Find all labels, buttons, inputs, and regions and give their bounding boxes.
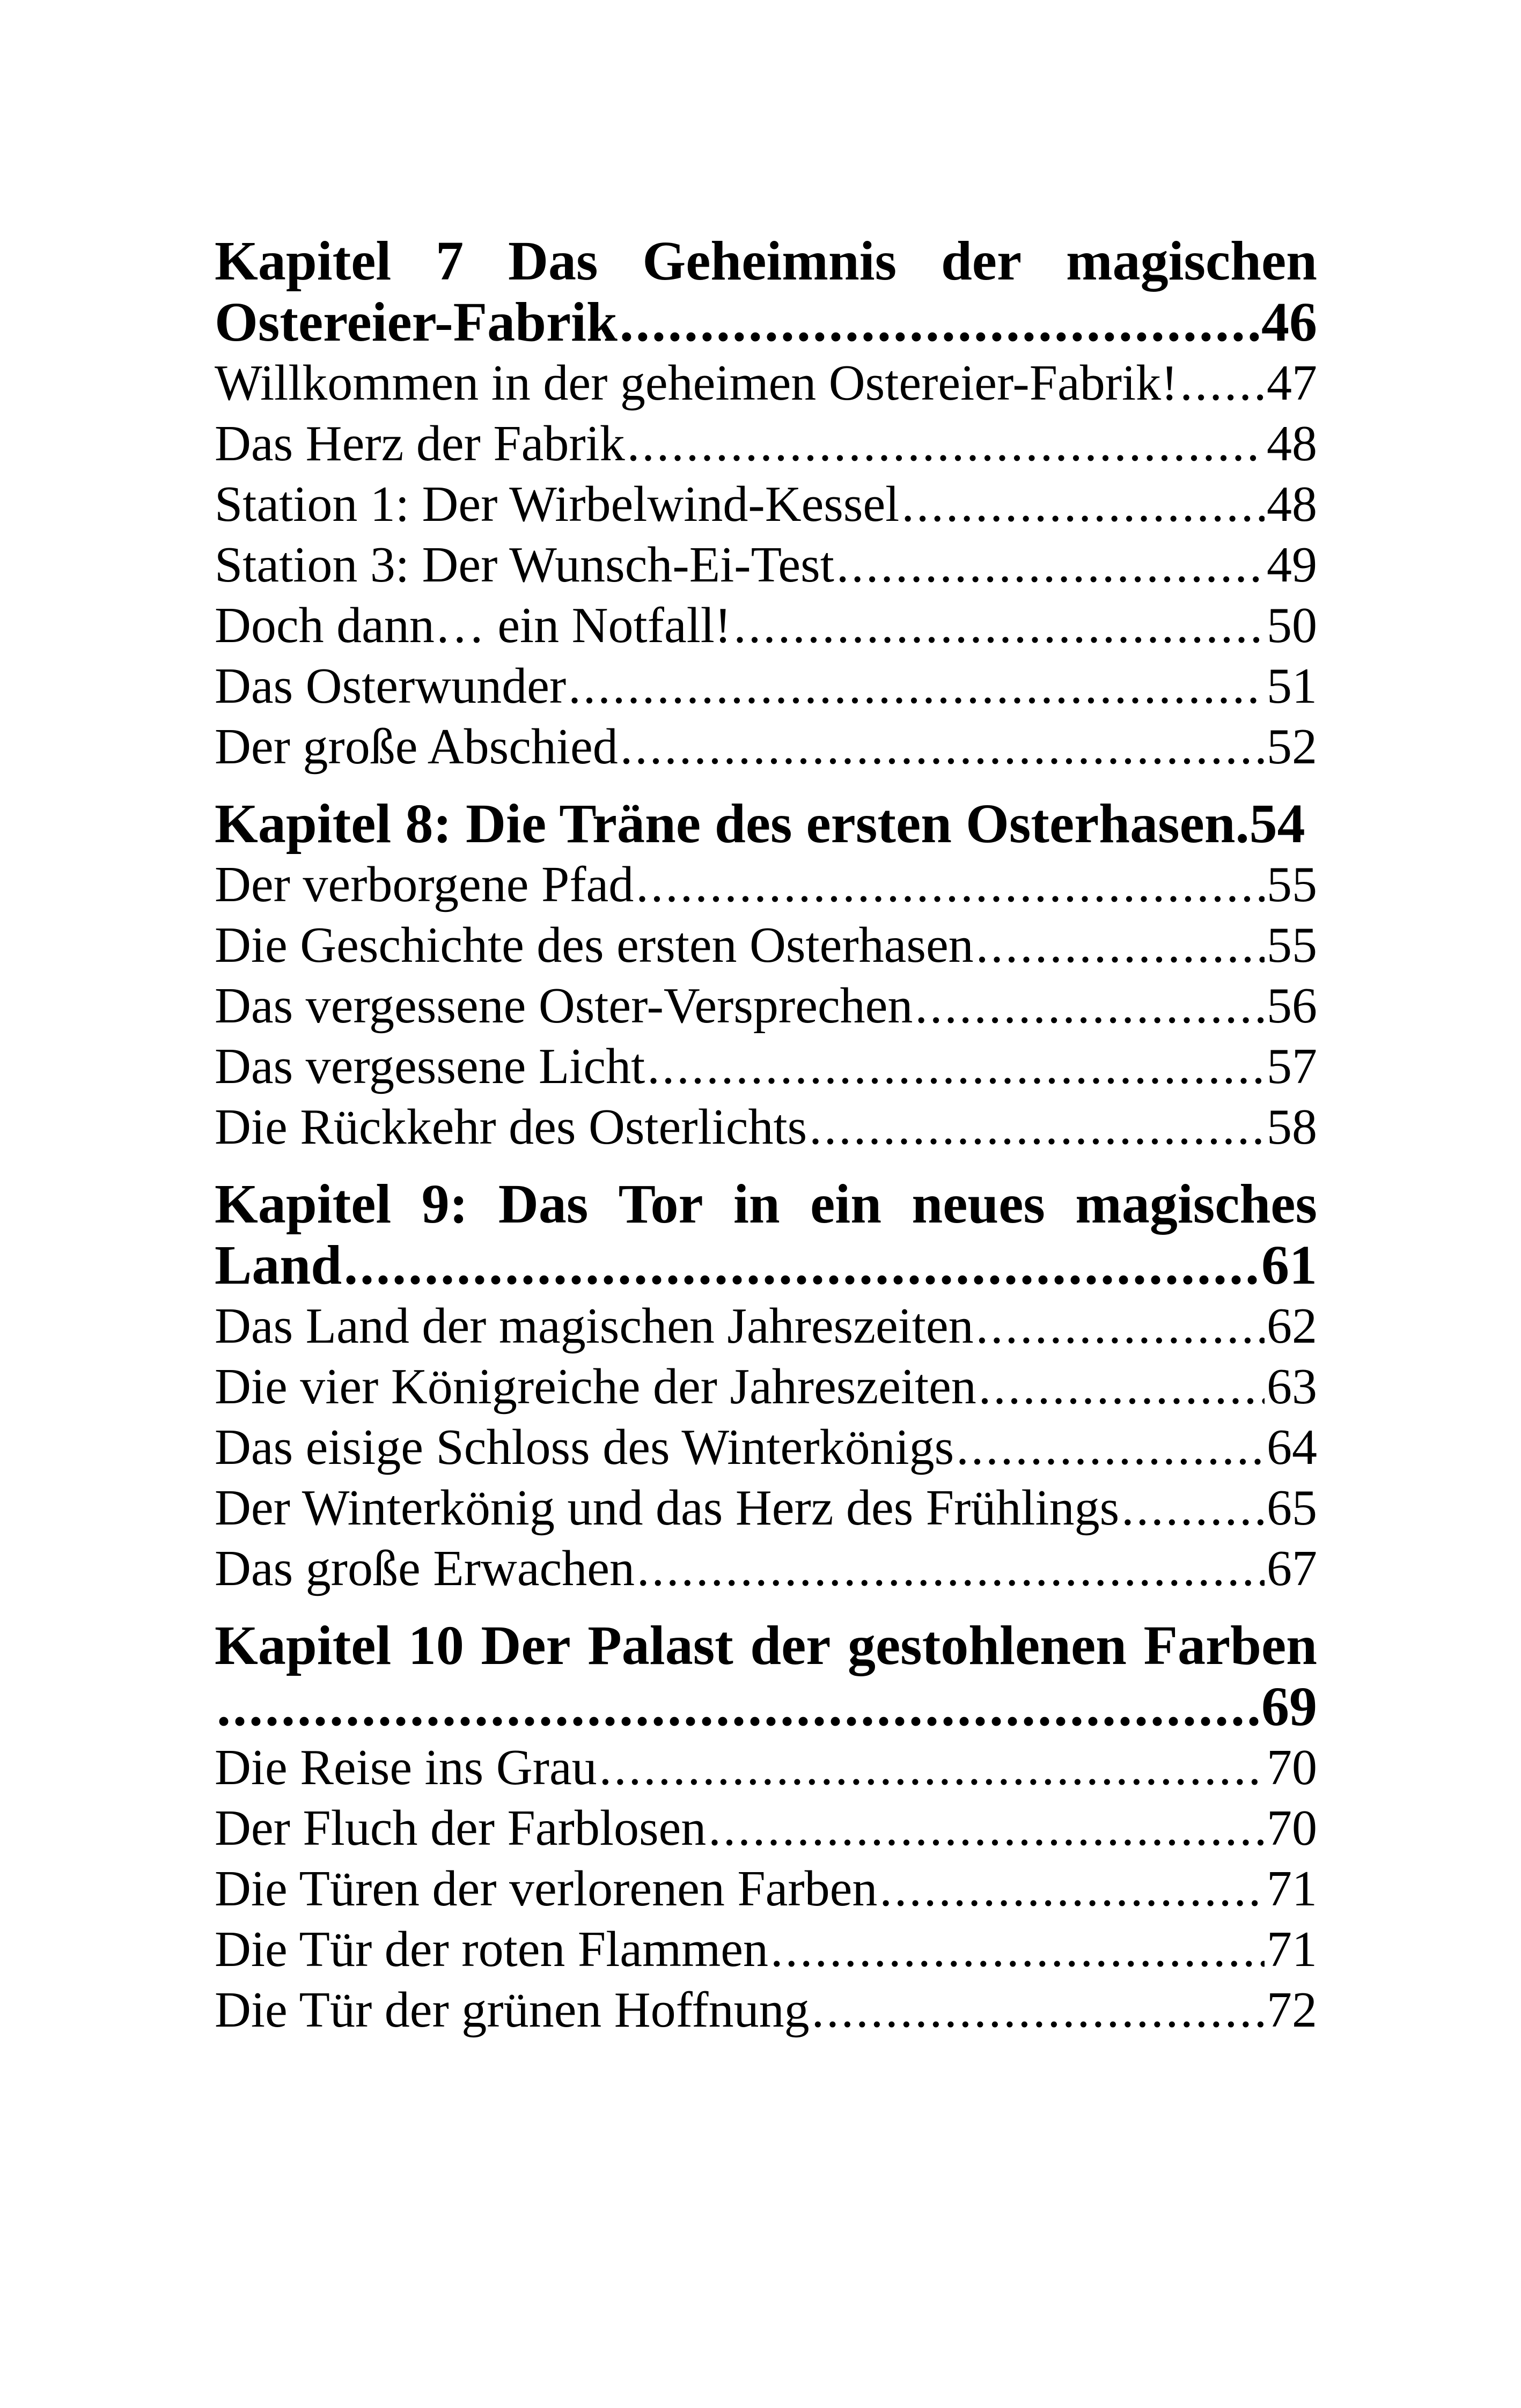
chapter-title-row	[215, 292, 1317, 353]
dot-leader	[620, 717, 1265, 777]
dot-leader	[809, 1097, 1265, 1158]
dot-leader	[637, 1538, 1265, 1599]
chapter-title-word: Das	[508, 230, 598, 292]
entry-page-number: 72	[1267, 1982, 1317, 2038]
entry-title: Die Rückkehr des Osterlichts	[215, 1099, 807, 1155]
dot-leader	[836, 535, 1265, 595]
toc-entry[interactable]	[215, 915, 1317, 976]
entry-title: Das vergessene Licht	[215, 1039, 645, 1094]
entry-page-number: 56	[1267, 978, 1317, 1034]
toc-entry[interactable]	[215, 414, 1317, 474]
dot-leader	[733, 595, 1265, 656]
entry-title: Das Herz der Fabrik	[215, 416, 625, 472]
chapter-7-heading[interactable]	[215, 231, 1317, 353]
dot-leader	[956, 1417, 1265, 1478]
entry-title: Der Winterkönig und das Herz des Frühlings	[215, 1480, 1120, 1536]
entry-title: Das vergessene Oster-Versprechen	[215, 978, 913, 1034]
toc-entry[interactable]	[215, 1036, 1317, 1097]
dot-leader	[979, 1357, 1265, 1417]
dot-leader	[879, 1859, 1265, 1919]
chapter-title-word: in	[733, 1173, 780, 1235]
toc-entry[interactable]	[215, 855, 1317, 915]
chapter-title-word: der	[750, 1615, 831, 1676]
chapter-title-word: gestohlenen	[847, 1615, 1127, 1676]
dot-leader	[901, 474, 1265, 535]
entry-title: Das eisige Schloss des Winterkönigs	[215, 1419, 954, 1475]
entry-page-number: 47	[1267, 355, 1317, 411]
chapter-title-word: Kapitel	[215, 1173, 392, 1235]
toc-entry[interactable]	[215, 1478, 1317, 1538]
chapter-title-word: magischen	[1066, 230, 1317, 292]
entry-page-number: 49	[1267, 537, 1317, 593]
chapter-title-word: neues	[912, 1173, 1045, 1235]
chapter-title-word: 10	[408, 1615, 464, 1676]
chapter-page-number: 46	[1261, 292, 1317, 353]
dot-leader	[1180, 353, 1265, 414]
chapter-title-line	[215, 1174, 1317, 1235]
chapter-title-word: Das	[498, 1173, 589, 1235]
toc-entry[interactable]	[215, 1919, 1317, 1980]
entry-title: Die Tür der grünen Hoffnung	[215, 1982, 810, 2038]
entry-page-number: 64	[1267, 1419, 1317, 1475]
entry-page-number: 48	[1267, 416, 1317, 472]
entry-page-number: 71	[1267, 1861, 1317, 1917]
dot-leader	[636, 855, 1265, 915]
toc-entry[interactable]	[215, 976, 1317, 1036]
entry-page-number: 48	[1267, 476, 1317, 532]
entry-page-number: 55	[1267, 857, 1317, 912]
toc-entry[interactable]	[215, 656, 1317, 717]
entry-title: Die Türen der verlorenen Farben	[215, 1861, 878, 1917]
toc-entry[interactable]	[215, 1980, 1317, 2041]
entry-page-number: 71	[1267, 1921, 1317, 1977]
entry-page-number: 65	[1267, 1480, 1317, 1536]
entry-title: Die Tür der roten Flammen	[215, 1921, 768, 1977]
chapter-title-end: Ostereier-Fabrik	[215, 292, 618, 353]
toc-entry[interactable]	[215, 474, 1317, 535]
chapter-title-word: magisches	[1075, 1173, 1317, 1235]
chapter-title-row	[215, 1676, 1317, 1737]
dot-leader	[647, 1036, 1265, 1097]
toc-entry[interactable]	[215, 1538, 1317, 1599]
chapter-title-word: 7	[436, 230, 464, 292]
entry-title: Das Land der magischen Jahreszeiten	[215, 1298, 974, 1354]
chapter-title-row	[215, 1235, 1317, 1296]
dot-leader	[599, 1737, 1265, 1798]
toc-entry[interactable]	[215, 1798, 1317, 1859]
toc-entry[interactable]	[215, 1417, 1317, 1478]
entry-page-number: 67	[1267, 1541, 1317, 1596]
chapter-title-word: Geheimnis	[642, 230, 897, 292]
entry-page-number: 51	[1267, 658, 1317, 714]
toc-entry[interactable]	[215, 1296, 1317, 1357]
chapter-title-word: Tor	[618, 1173, 703, 1235]
chapter-title-word: der	[940, 230, 1022, 292]
chapter-title-word: Palast	[587, 1615, 733, 1676]
dot-leader	[915, 976, 1265, 1036]
dot-leader	[1121, 1478, 1265, 1538]
toc-entry[interactable]	[215, 717, 1317, 777]
chapter-title-word: 9:	[421, 1173, 468, 1235]
entry-page-number: 63	[1267, 1359, 1317, 1415]
chapter-title-word: Kapitel	[215, 230, 392, 292]
chapter-title-line	[215, 231, 1317, 292]
entry-title: Doch dann… ein Notfall!	[215, 598, 732, 653]
entry-page-number: 70	[1267, 1740, 1317, 1795]
toc-entry[interactable]	[215, 595, 1317, 656]
chapter-page-number: 61	[1261, 1235, 1317, 1296]
dot-leader	[568, 656, 1265, 717]
entry-title: Willkommen in der geheimen Ostereier-Fabrik!	[215, 355, 1178, 411]
entry-title: Station 1: Der Wirbelwind-Kessel	[215, 476, 900, 532]
dot-leader	[976, 1296, 1265, 1357]
entry-title: Die vier Königreiche der Jahreszeiten	[215, 1359, 976, 1415]
chapter-title-word: Der	[481, 1615, 571, 1676]
chapter-title-end: Land	[215, 1235, 342, 1296]
toc-entry[interactable]	[215, 1097, 1317, 1158]
toc-entry[interactable]	[215, 1859, 1317, 1919]
chapter-10-heading[interactable]	[215, 1615, 1317, 1737]
chapter-title-row	[215, 793, 1317, 855]
entry-title: Das große Erwachen	[215, 1541, 635, 1596]
entry-page-number: 70	[1267, 1800, 1317, 1856]
entry-title: Der große Abschied	[215, 719, 618, 775]
entry-page-number: 62	[1267, 1298, 1317, 1354]
chapter-page-number: 54	[1249, 793, 1305, 855]
toc-entry[interactable]	[215, 535, 1317, 595]
entry-page-number: 58	[1267, 1099, 1317, 1155]
entry-title: Der Fluch der Farblosen	[215, 1800, 707, 1856]
dot-leader	[627, 414, 1265, 474]
chapter-page-number: 69	[1261, 1676, 1317, 1737]
toc-entry[interactable]	[215, 1737, 1317, 1798]
dot-leader	[770, 1919, 1265, 1980]
entry-title: Das Osterwunder	[215, 658, 567, 714]
entry-page-number: 50	[1267, 598, 1317, 653]
dot-leader	[344, 1235, 1259, 1296]
dot-leader	[708, 1798, 1265, 1859]
chapter-title-line	[215, 1615, 1317, 1676]
table-of-contents	[215, 231, 1317, 2041]
entry-title: Die Reise ins Grau	[215, 1740, 597, 1795]
dot-leader	[976, 915, 1265, 976]
entry-page-number: 57	[1267, 1039, 1317, 1094]
dot-leader	[620, 292, 1259, 353]
entry-title: Die Geschichte des ersten Osterhasen	[215, 917, 974, 973]
chapter-title: Kapitel 8: Die Träne des ersten Osterhasen.	[215, 793, 1250, 855]
chapter-title-word: Farben	[1143, 1615, 1317, 1676]
chapter-title-word: Kapitel	[215, 1615, 392, 1676]
chapter-8-heading[interactable]	[215, 793, 1317, 855]
toc-entry[interactable]	[215, 353, 1317, 414]
dot-leader	[217, 1676, 1259, 1737]
entry-title: Der verborgene Pfad	[215, 857, 634, 912]
entry-title: Station 3: Der Wunsch-Ei-Test	[215, 537, 834, 593]
entry-page-number: 52	[1267, 719, 1317, 775]
entry-page-number: 55	[1267, 917, 1317, 973]
dot-leader	[812, 1980, 1265, 2041]
chapter-9-heading[interactable]	[215, 1174, 1317, 1296]
chapter-title-word: ein	[810, 1173, 882, 1235]
toc-entry[interactable]	[215, 1357, 1317, 1417]
